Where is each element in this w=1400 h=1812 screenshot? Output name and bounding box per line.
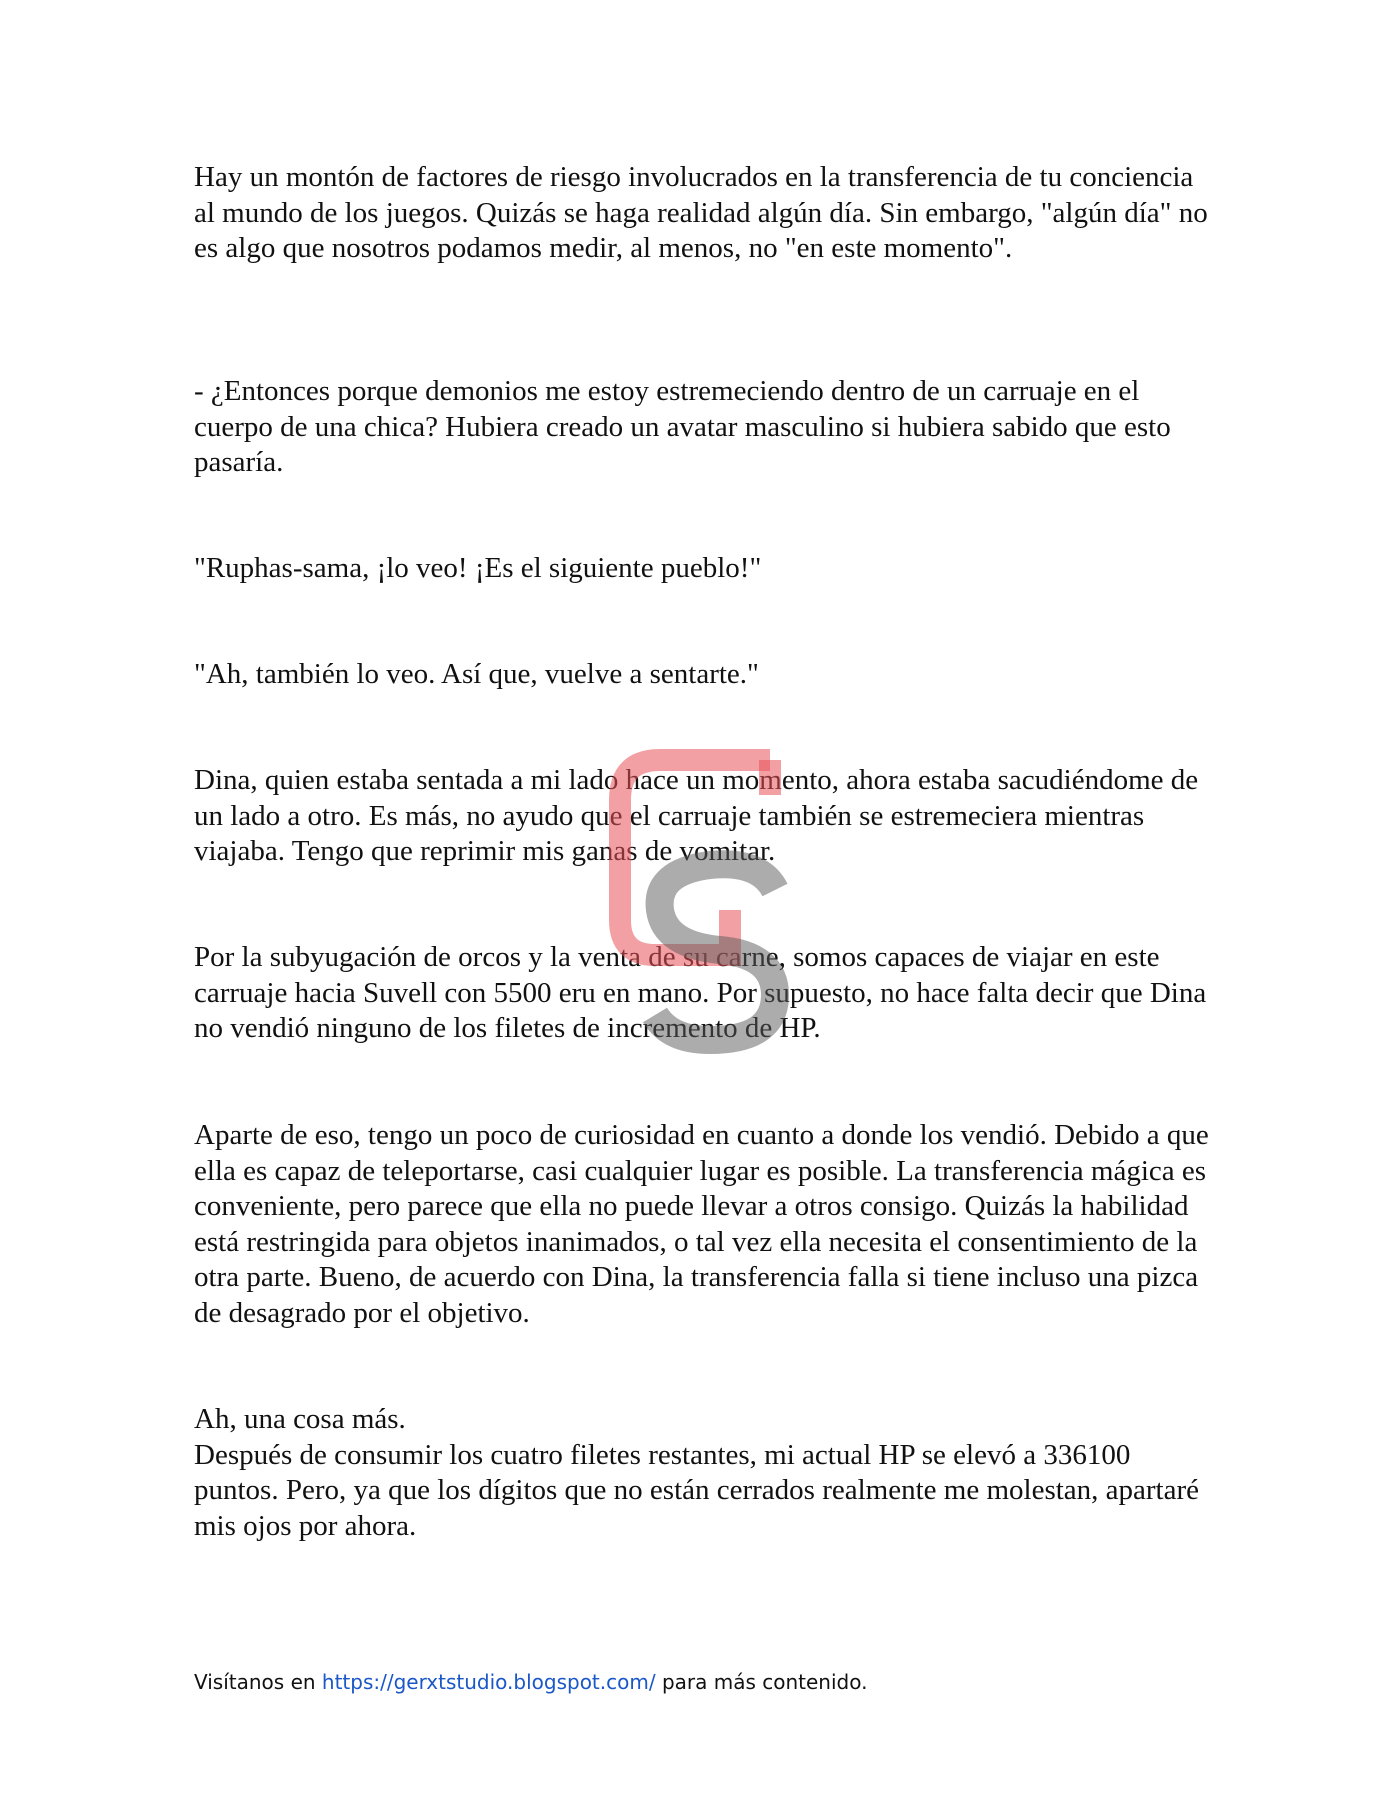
footer-link[interactable]: https://gerxtstudio.blogspot.com/ — [321, 1670, 656, 1694]
footer-suffix: para más contenido. — [661, 1670, 868, 1694]
paragraph-3: "Ruphas-sama, ¡lo veo! ¡Es el siguiente pueblo!" — [194, 552, 762, 584]
paragraph-4: "Ah, también lo veo. Así que, vuelve a sentarte." — [194, 658, 759, 690]
footer-prefix: Visítanos en — [194, 1670, 316, 1694]
paragraph-8-continuation: Después de consumir los cuatro filetes restantes, mi actual HP se elevó a 336100 puntos. Pero, ya que los dígitos que no están cerrados realmente me molestan, apartaré mis ojos por ahora. — [194, 1438, 1200, 1542]
paragraph-5: Dina, quien estaba sentada a mi lado hace un momento, ahora estaba sacudiéndome de un lado a otro. Es más, no ayudo que el carruaje también se estremeciera mientras viajaba. Tengo que reprimir mis ganas de vomitar. — [194, 764, 1199, 867]
paragraph-8-line-1: Ah, una cosa más. — [194, 1403, 406, 1435]
paragraph-8 — [194, 1402, 1214, 1544]
footer-note — [194, 1670, 867, 1694]
paragraph-1: Hay un montón de factores de riesgo involucrados en la transferencia de tu conciencia al mundo de los juegos. Quizás se haga realidad algún día. Sin embargo, "algún día" no es algo que nosotros podamos medir, al menos, no "en este momento". — [194, 161, 1208, 264]
paragraph-7: Aparte de eso, tengo un poco de curiosidad en cuanto a donde los vendió. Debido a que ella es capaz de teleportarse, casi cualquier lugar es posible. La transferencia mágica es conveniente, pero parece que ella no puede llevar a otros consigo. Quizás la habilidad está restringida para objetos inanimados, o tal vez ella necesita el consentimiento de la otra parte. Bueno, de acuerdo con Dina, la transferencia falla si tiene incluso una pizca de desagrado por el objetivo. — [194, 1119, 1209, 1329]
paragraph-6: Por la subyugación de orcos y la venta de su carne, somos capaces de viajar en este carruaje hacia Suvell con 5500 eru en mano. Por supuesto, no hace falta decir que Dina no vendió ninguno de los filetes de incremento de HP. — [194, 941, 1207, 1044]
paragraph-2: - ¿Entonces porque demonios me estoy estremeciendo dentro de un carruaje en el cuerpo de una chica? Hubiera creado un avatar masculino si hubiera sabido que esto pasaría. — [194, 375, 1171, 478]
